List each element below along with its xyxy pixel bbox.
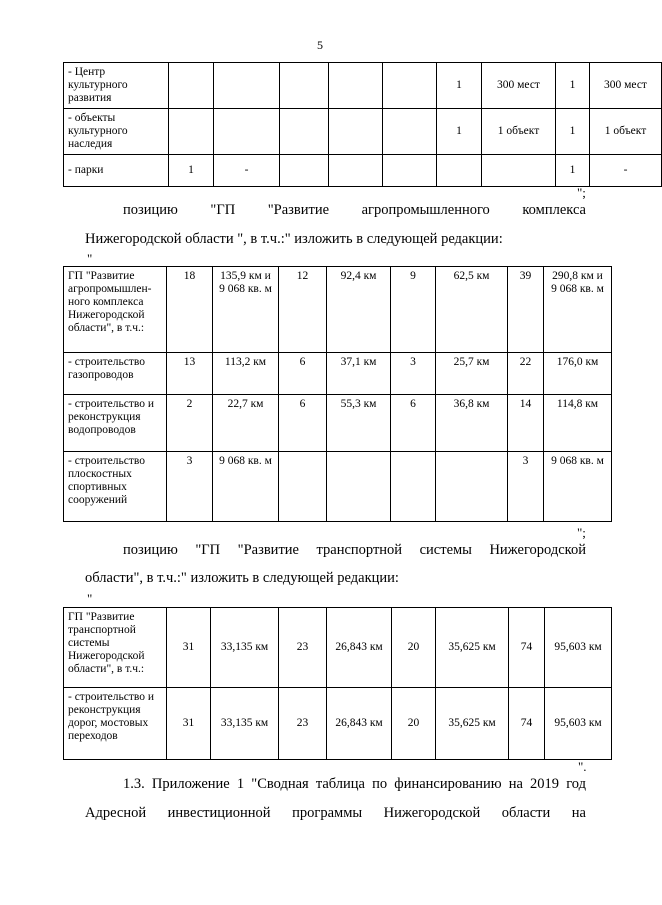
cell: 35,625 км [436, 688, 509, 760]
closing-quote: ". [578, 759, 587, 774]
table-transport [63, 607, 612, 760]
cell: 114,8 км [544, 395, 612, 452]
row-label: - строительство плоскостных спортивных сооружений [64, 452, 167, 522]
cell: 176,0 км [544, 353, 612, 395]
cell [327, 452, 391, 522]
cell: 37,1 км [327, 353, 391, 395]
cell [436, 452, 508, 522]
paragraph-transport-line1: позицию "ГП "Развитие транспортной системы Нижегородской [123, 542, 586, 558]
cell: 9 068 кв. м [213, 452, 279, 522]
opening-quote: " [87, 591, 93, 606]
closing-quote: "; [577, 525, 586, 540]
cell [279, 452, 327, 522]
cell: 3 [508, 452, 544, 522]
cell: 25,7 км [436, 353, 508, 395]
cell [214, 109, 280, 155]
paragraph-transport-line2: области", в т.ч.:" изложить в следующей редакции: [85, 570, 399, 586]
cell: 3 [167, 452, 213, 522]
cell: 9 [391, 267, 436, 353]
row-label: - строительство и реконструкция дорог, мостовых переходов [64, 688, 167, 760]
cell [169, 109, 214, 155]
cell: 18 [167, 267, 213, 353]
table-row [64, 395, 612, 452]
cell: 1 [556, 155, 590, 187]
cell: 20 [392, 688, 436, 760]
cell: 35,625 км [436, 608, 509, 688]
row-label: - объекты культурного наследия [64, 109, 169, 155]
cell [437, 155, 482, 187]
cell: 1 [437, 109, 482, 155]
cell [329, 109, 383, 155]
row-label: - строительство и реконструкция водопроводов [64, 395, 167, 452]
cell: 2 [167, 395, 213, 452]
row-label: - парки [64, 155, 169, 187]
cell: 12 [279, 267, 327, 353]
cell: 23 [279, 608, 327, 688]
cell: 92,4 км [327, 267, 391, 353]
page-number: 5 [317, 38, 323, 52]
cell: 1 [556, 109, 590, 155]
cell: - [214, 155, 280, 187]
cell: 22 [508, 353, 544, 395]
cell: 55,3 км [327, 395, 391, 452]
cell: 6 [279, 395, 327, 452]
opening-quote: " [87, 251, 93, 266]
table-row [64, 452, 612, 522]
cell: 74 [509, 688, 545, 760]
cell: 1 [556, 63, 590, 109]
cell [391, 452, 436, 522]
cell: 3 [391, 353, 436, 395]
cell: 31 [167, 688, 211, 760]
cell [482, 155, 556, 187]
cell [329, 63, 383, 109]
cell: 1 [169, 155, 214, 187]
paragraph-item-1-3-line1: 1.3. Приложение 1 "Сводная таблица по финансированию на 2019 год [123, 776, 586, 792]
row-label: - строительство газопроводов [64, 353, 167, 395]
cell: 26,843 км [327, 688, 392, 760]
cell: 33,135 км [211, 688, 279, 760]
cell [280, 155, 329, 187]
table-row [64, 688, 612, 760]
table-row [64, 353, 612, 395]
cell: 31 [167, 608, 211, 688]
cell [383, 63, 437, 109]
cell: 135,9 км и 9 068 кв. м [213, 267, 279, 353]
cell: 36,8 км [436, 395, 508, 452]
cell: 22,7 км [213, 395, 279, 452]
cell: 9 068 кв. м [544, 452, 612, 522]
row-label: - Центр культурного развития [64, 63, 169, 109]
table-row [64, 267, 612, 353]
cell: 95,603 км [545, 688, 612, 760]
cell: 13 [167, 353, 213, 395]
table-row [64, 109, 662, 155]
cell: 23 [279, 688, 327, 760]
row-label: ГП "Развитие агропромышлен-ного комплекса Нижегородской области", в т.ч.: [64, 267, 167, 353]
table-row [64, 155, 662, 187]
cell [280, 63, 329, 109]
cell [214, 63, 280, 109]
cell: 26,843 км [327, 608, 392, 688]
paragraph-item-1-3-line2: Адресной инвестиционной программы Нижегородской области на [85, 805, 586, 821]
cell: 1 объект [482, 109, 556, 155]
cell: 62,5 км [436, 267, 508, 353]
cell: 14 [508, 395, 544, 452]
cell: 300 мест [482, 63, 556, 109]
cell: 6 [391, 395, 436, 452]
cell: - [590, 155, 662, 187]
table-culture [63, 62, 662, 187]
cell: 113,2 км [213, 353, 279, 395]
cell: 95,603 км [545, 608, 612, 688]
closing-quote: "; [577, 185, 586, 200]
cell [169, 63, 214, 109]
cell: 39 [508, 267, 544, 353]
paragraph-agro-line1: позицию "ГП "Развитие агропромышленного комплекса [123, 202, 586, 218]
paragraph-agro-line2: Нижегородской области ", в т.ч.:" изложить в следующей редакции: [85, 231, 503, 247]
row-label: ГП "Развитие транспортной системы Нижегородской области", в т.ч.: [64, 608, 167, 688]
cell: 20 [392, 608, 436, 688]
cell: 290,8 км и 9 068 кв. м [544, 267, 612, 353]
cell: 33,135 км [211, 608, 279, 688]
cell [383, 155, 437, 187]
cell [329, 155, 383, 187]
table-agro [63, 266, 612, 522]
table-row [64, 608, 612, 688]
cell: 1 объект [590, 109, 662, 155]
table-row [64, 63, 662, 109]
cell: 6 [279, 353, 327, 395]
cell: 300 мест [590, 63, 662, 109]
cell: 1 [437, 63, 482, 109]
cell: 74 [509, 608, 545, 688]
cell [383, 109, 437, 155]
cell [280, 109, 329, 155]
